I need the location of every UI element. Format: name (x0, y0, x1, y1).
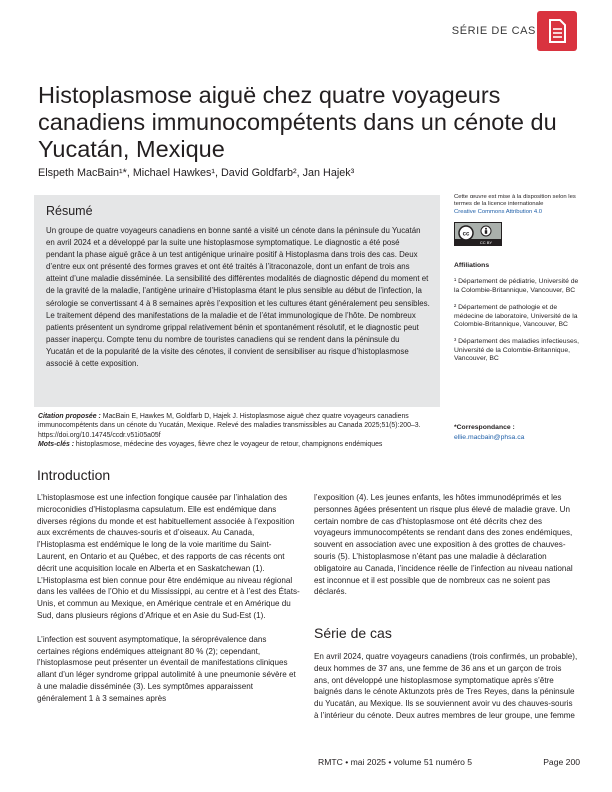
cc-by-badge[interactable] (454, 222, 502, 246)
keywords-label: Mots-clés : (38, 440, 74, 448)
keywords-text: histoplasmose, médecine des voyages, fièvre chez le voyageur de retour, champignons endémiques (75, 440, 383, 448)
citation-text[interactable]: MacBain E, Hawkes M, Goldfarb D, Hajek J. Histoplasmose aiguë chez quatre voyageurs canadiens immunocompétents dans un cénote du Yucatán, Mexique. Relevé des maladies transmissibles au Canada 2025;51(5):200–3. https://doi.org/10.14745/ccdr.v51i05a05f (38, 413, 421, 439)
abstract-box (34, 195, 440, 407)
affiliation-2: ² Département de pathologie et de médecine de laboratoire, Université de la Colombie-Britannique, Vancouver, BC (454, 303, 578, 329)
citation-label: Citation proposée : (38, 413, 101, 420)
correspondence-label: *Correspondance : (454, 424, 515, 431)
correspondence-email[interactable]: ellie.macbain@phsa.ca (454, 434, 525, 442)
abstract-text: Un groupe de quatre voyageurs canadiens en bonne santé a visité un cénote dans la péninsule du Yucatán en avril 2024 et a développé par la suite une histoplasmose symptomatique. Le diagnostic a été posé pendant la phase aiguë grâce à un test antigénique urinaire positif à Histoplasma dans trois des cas. Deux d’entre eux ont présenté des formes graves et ont été traités à l’itraconazole, dont un enfant de trois ans atteint d’une maladie disséminée. La sensibilité des différentes modalités de diagnostic dépend du moment et de la gravité de la maladie, l’antigène urinaire d’Histoplasma étant le plus sensible au début de l’infection, la sérologie se convertissant 4 à 8 semaines après l’exposition et les cultures étant généralement peu sensibles. Le traitement dépend des manifestations de la maladie et de l’état immunologique de l’hôte. De nombreux patients présentent un syndrome grippal relativement bénin et spontanément résolutif, et le diagnostic peut passer inaperçu. Compte tenu du nombre de touristes canadiens qui se rendent dans la péninsule du Yucatán et de la popularité de la visite des cénotes, il convient de sensibiliser au risque d’histoplasmose associé à cette exposition. (46, 226, 430, 369)
case-column (314, 651, 578, 734)
license-link[interactable]: Creative Commons Attribution 4.0 (454, 208, 543, 215)
article-title: Histoplasmose aiguë chez quatre voyageurs canadiens immunocompétents dans un cénote du Yucatán, Mexique (38, 81, 557, 162)
intro-heading: Introduction (37, 467, 111, 483)
affiliation-3: ³ Département des maladies infectieuses, Université de la Colombie-Britannique, Vancouver, BC (454, 337, 580, 363)
page-footer (318, 757, 580, 767)
intro-paragraph-3: l’exposition (4). Les jeunes enfants, les hôtes immunodéprimés et les personnes âgées présentent un risque plus élevé de maladie grave. Un certain nombre de cas d’histoplasmose ont été décrits chez des voyageurs immunocompétents se rendant dans des zones endémiques, souvent en association avec une exposition à des grottes de chauves-souris (5). L’histoplasmose n’étant pas une maladie à déclaration obligatoire au Canada, l’incidence réelle de l’infection au niveau national est inconnue et il est possible que de nombreux cas ne soient pas déclarés. (314, 493, 573, 597)
correspondence-block (454, 424, 584, 443)
case-paragraph-1: En avril 2024, quatre voyageurs canadiens (trois confirmés, un probable), deux hommes de 37 ans, une femme de 36 ans et un garçon de trois ans, ont développé une histoplasmose symptomatique après s’être baignés dans le cénote Aktunzots près de Tres Reyes, dans la péninsule du Yucatán, au Mexique. Ils se souviennent avoir vu des chauves-souris à l’intérieur du cénote. Deux autres membres de leur groupe, une femme (314, 652, 578, 720)
affiliation-1: ¹ Département de pédiatrie, Université de la Colombie-Britannique, Vancouver, BC (454, 278, 579, 295)
license-text: Cette œuvre est mise à la disposition selon les termes de la licence internationale (454, 194, 576, 208)
page-number: Page 200 (543, 757, 580, 767)
affiliations-title: Affiliations (454, 262, 490, 269)
abstract-heading: Résumé (46, 204, 93, 218)
document-icon (537, 11, 577, 51)
svg-text:cc: cc (462, 231, 470, 238)
intro-paragraph-2: L’infection est souvent asymptomatique, la séroprévalence dans certaines régions endémiques atteignant 80 % (2); cependant, l’histoplasmose peut présenter un éventail de manifestations cliniques allant d’un léger syndrome grippal autolimité à une pneumonie sévère et à une maladie disséminée (3). Les symptômes apparaissent généralement 1 à 3 semaines après (37, 634, 296, 703)
affiliations-block (454, 262, 584, 364)
series-tag (537, 11, 577, 51)
creative-commons-icon (455, 223, 501, 245)
series-label: SÉRIE DE CAS (451, 25, 536, 37)
right-column (314, 492, 578, 610)
intro-column (37, 492, 301, 717)
intro-paragraph-1: L’histoplasmose est une infection fongique causée par l’inhalation des microconidies d’Histoplasma capsulatum. Elle est endémique dans diverses régions du monde et est habituellement associée à l’exposition aux excréments de chauves-souris et d’oiseaux. Au Canada, l’Histoplasma est endémique le long de la voie maritime du Saint-Laurent, en Ontario et au Québec, et des rapports de cas récents ont décrit une acquisition locale en Alberta et en Saskatchewan (1). L’Histoplasma est bien connue pour être endémique au niveau régional dans les vallées de l’Ohio et du Mississippi, au centre et à l’est des États-Unis, et commun au Mexique, en Amérique centrale et en Amérique du Sud, dans plusieurs régions d’Afrique et en Asie du Sud-Est (1). (37, 493, 300, 620)
license-block (454, 194, 584, 216)
author-list: Elspeth MacBain¹*, Michael Hawkes¹, David Goldfarb², Jan Hajek³ (38, 167, 355, 179)
case-heading: Série de cas (314, 625, 392, 641)
cc-label: CC BY (479, 240, 493, 245)
citation-block (38, 412, 442, 449)
issue-info: RMTC • mai 2025 • volume 51 numéro 5 (318, 757, 473, 767)
